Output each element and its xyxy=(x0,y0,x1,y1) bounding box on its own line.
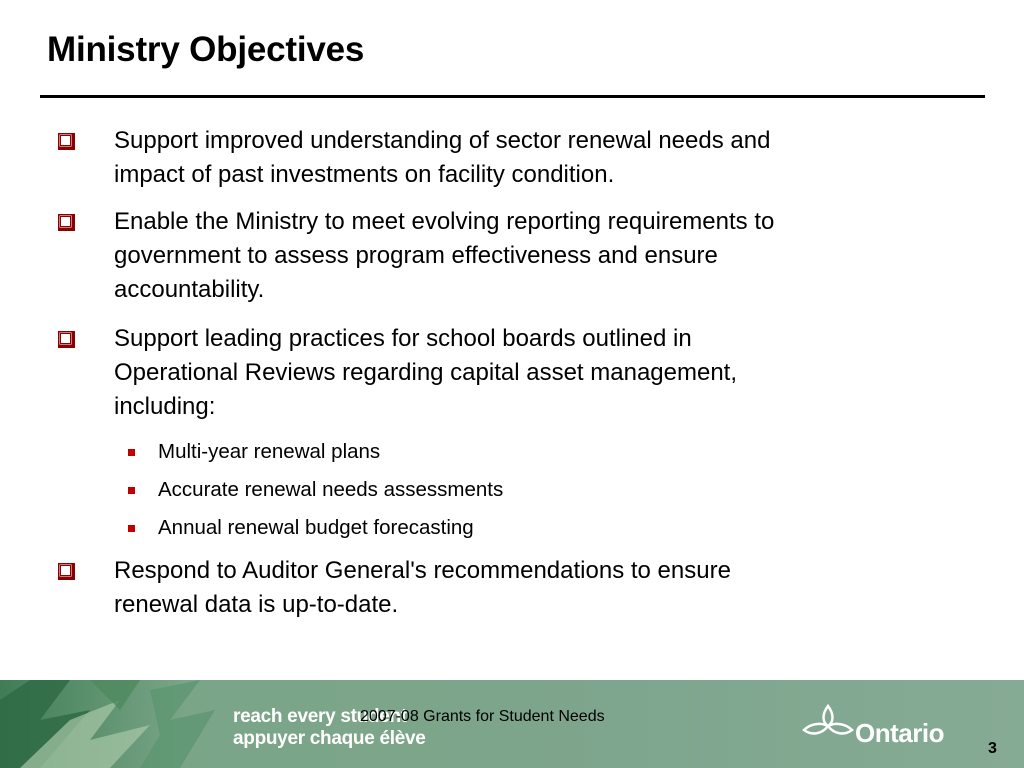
bullet-line: Operational Reviews regarding capital asset management, xyxy=(114,359,738,386)
square-bullet-icon xyxy=(128,487,135,494)
tagline-french: appuyer chaque élève xyxy=(233,728,426,749)
trillium-logo-icon xyxy=(800,700,856,748)
bullet-line: impact of past investments on facility condition. xyxy=(114,161,615,188)
page-number: 3 xyxy=(988,740,997,757)
bullet-item-1 xyxy=(114,124,914,192)
checkbox-bullet-icon xyxy=(58,214,75,231)
tagline-english: reach every student xyxy=(233,706,407,727)
bullet-line: Support leading practices for school boards outlined in xyxy=(114,325,692,352)
bullet-line: government to assess program effectiveness and ensure xyxy=(114,242,718,269)
bullet-line: accountability. xyxy=(114,276,265,303)
bullet-line: including: xyxy=(114,393,216,420)
slide-title: Ministry Objectives xyxy=(47,30,365,69)
sub-bullet-item: Annual renewal budget forecasting xyxy=(158,516,474,539)
bullet-item-4 xyxy=(114,554,914,622)
checkbox-bullet-icon xyxy=(58,563,75,580)
bullet-item-3 xyxy=(114,322,914,424)
sub-bullet-item: Accurate renewal needs assessments xyxy=(158,478,504,501)
bullet-line: renewal data is up-to-date. xyxy=(114,591,399,618)
leaf-decoration-icon xyxy=(0,680,230,768)
square-bullet-icon xyxy=(128,525,135,532)
checkbox-bullet-icon xyxy=(58,331,75,348)
footer-caption: 2007-08 Grants for Student Needs xyxy=(360,708,605,725)
title-divider xyxy=(40,95,985,98)
bullet-line: Support improved understanding of sector renewal needs and xyxy=(114,127,771,154)
square-bullet-icon xyxy=(128,449,135,456)
bullet-item-2 xyxy=(114,205,914,307)
bullet-line: Enable the Ministry to meet evolving reporting requirements to xyxy=(114,208,775,235)
sub-bullet-item: Multi-year renewal plans xyxy=(158,440,381,463)
ontario-logo-text: Ontario xyxy=(855,718,944,748)
checkbox-bullet-icon xyxy=(58,133,75,150)
bullet-line: Respond to Auditor General's recommendations to ensure xyxy=(114,557,731,584)
